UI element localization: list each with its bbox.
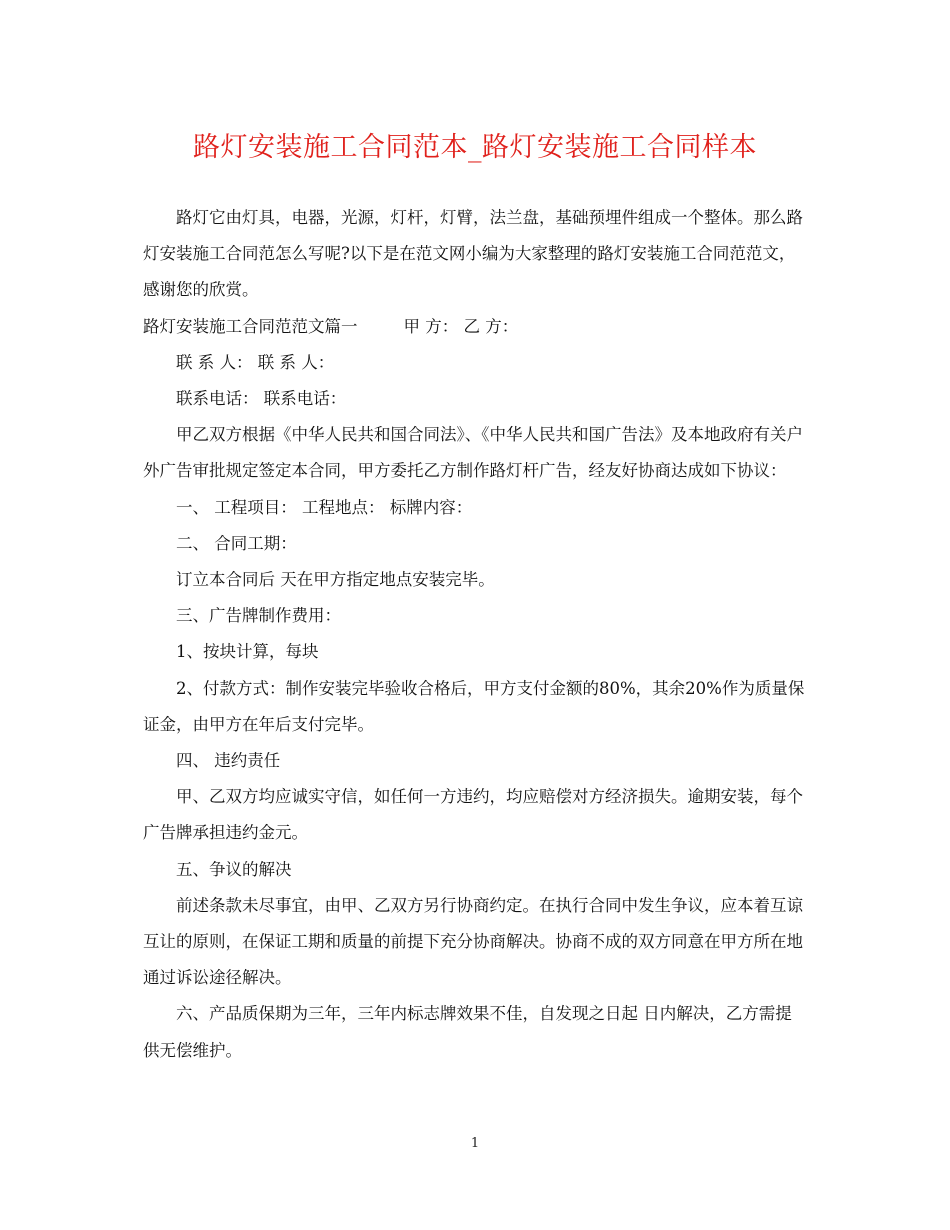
- breach-detail: 甲、乙双方均应诚实守信，如任何一方违约，均应赔偿对方经济损失。逾期安装，每个广告牌承担违约金元。: [143, 787, 803, 843]
- section-1-project: 一、 工程项目： 工程地点： 标牌内容：: [176, 497, 473, 517]
- page-number: 1: [470, 1136, 480, 1151]
- disputes-detail: 前述条款未尽事宜，由甲、乙双方另行协商约定。在执行合同中发生争议，应本着互谅互让的原则，在保证工期和质量的前提下充分协商解决。协商不成的双方同意在甲方所在地通过诉讼途径解决。: [143, 895, 803, 988]
- duration-detail: 订立本合同后 天在甲方指定地点安装完毕。: [176, 570, 495, 590]
- contract-heading-line: [143, 309, 805, 345]
- contact-phone-line: 联系电话： 联系电话：: [176, 389, 347, 409]
- document-body: [143, 200, 805, 1069]
- fee-item-1: 1、按块计算，每块: [176, 642, 319, 662]
- section-2-duration: 二、 合同工期：: [176, 533, 297, 553]
- contract-heading-label: 路灯安装施工合同范范文篇一: [143, 316, 358, 336]
- section-6-warranty: 六、产品质保期为三年，三年内标志牌效果不佳，自发现之日起 日内解决，乙方需提供无偿维护。: [143, 1004, 792, 1060]
- section-4-breach: 四、 违约责任: [176, 751, 281, 771]
- contract-parties: 甲 方： 乙 方：: [403, 316, 519, 336]
- section-5-disputes: 五、争议的解决: [176, 859, 292, 879]
- intro-paragraph: 路灯它由灯具，电器，光源，灯杆，灯臂，法兰盘，基础预埋件组成一个整体。那么路灯安装施工合同范怎么写呢?以下是在范文网小编为大家整理的路灯安装施工合同范范文，感谢您的欣赏。: [143, 208, 803, 300]
- section-3-fees: 三、广告牌制作费用：: [176, 606, 341, 626]
- agreement-basis-paragraph: 甲乙双方根据《中华人民共和国合同法》、《中华人民共和国广告法》及本地政府有关户外广告审批规定签定本合同，甲方委托乙方制作路灯杆广告，经友好协商达成如下协议：: [143, 425, 803, 481]
- fee-item-2: 2、付款方式：制作安装完毕验收合格后，甲方支付金额的80%，其余20%作为质量保证金，由甲方在年后支付完毕。: [143, 678, 805, 734]
- document-title: 路灯安装施工合同范本_路灯安装施工合同样本: [193, 132, 757, 163]
- contact-person-line: 联 系 人： 联 系 人：: [176, 352, 335, 372]
